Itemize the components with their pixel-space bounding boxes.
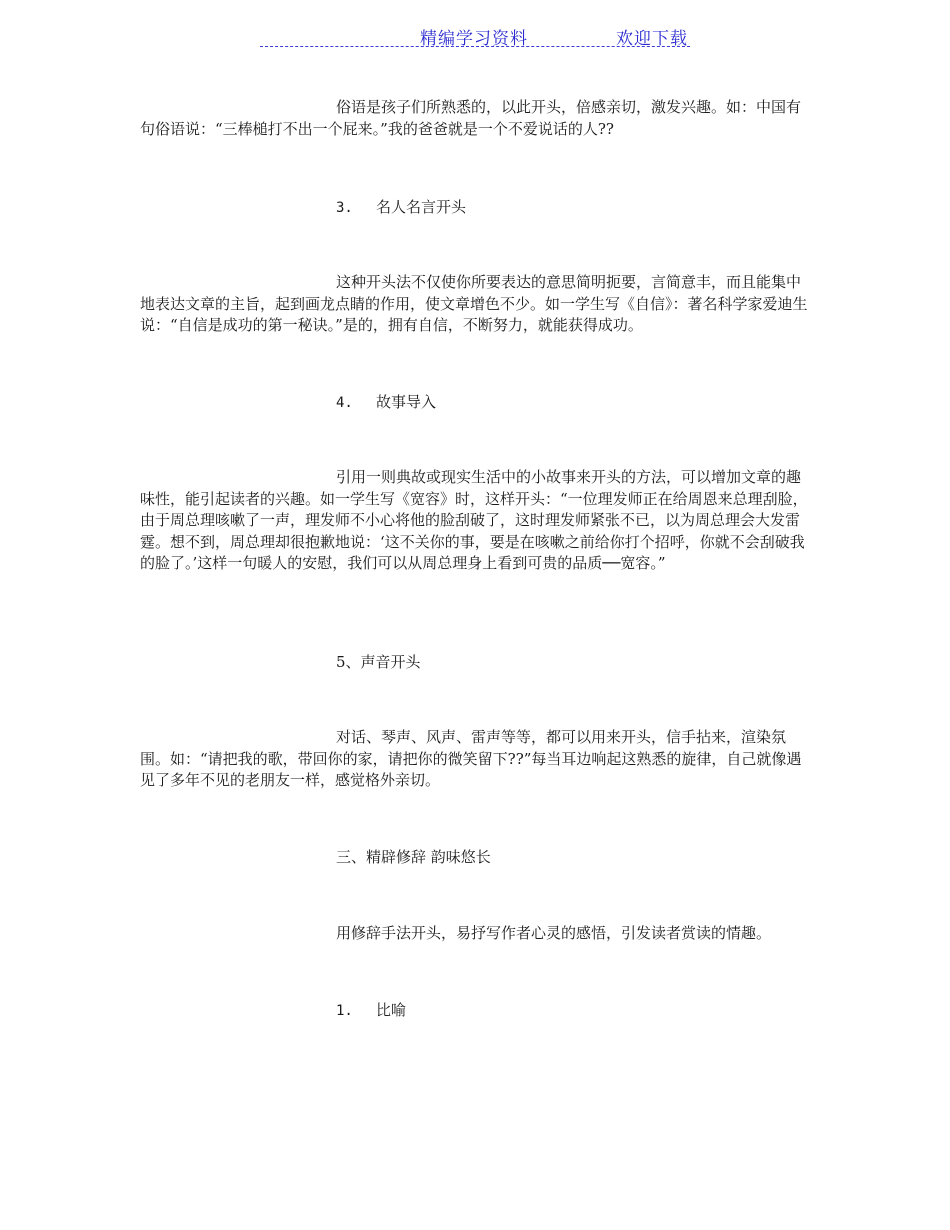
paragraph-story: [140, 467, 812, 575]
heading-metaphor: [336, 1000, 406, 1022]
header-download: 欢迎下载: [616, 29, 688, 49]
heading-text: 名人名言开头: [376, 198, 467, 216]
paragraph-rhetoric: 用修辞手法开头，易抒写作者心灵的感悟，引发读者赏读的情趣。: [336, 924, 772, 942]
page-header: [260, 22, 690, 47]
paragraph-story-text: 引用一则典故或现实生活中的小故事来开头的方法，可以增加文章的趣味性，能引起读者的兴趣。如一学生写《宽容》时，这样开头：“一位理发师正在给周恩来总理刮脸，由于周总理咳嗽了一声，理发师不小心将他的脸刮破了，这时理发师紧张不已，以为周总理会大发雷霆。想不到，周总理却很抱歉地说：‘这不关你的事，要是在咳嗽之前给你打个招呼，你就不会刮破我的脸了。’这样一句暖人的安慰，我们可以从周总理身上看到可贵的品质──宽容。”: [140, 468, 808, 572]
heading-text: 故事导入: [376, 393, 437, 411]
heading-sound: 5、声音开头: [336, 653, 421, 671]
heading-text: 比喻: [376, 1001, 407, 1019]
paragraph-sound-text: 对话、琴声、风声、雷声等等，都可以用来开头，信手拈来，渲染氛围。如：“请把我的歌，带回你的家，请把你的微笑留下??”每当耳边响起这熟悉的旋律，自己就像遇见了多年不见的老朋友一样，感觉格外亲切。: [140, 728, 802, 789]
paragraph-quote-text: 这种开头法不仅使你所要表达的意思简明扼要，言简意丰，而且能集中地表达文章的主旨，起到画龙点睛的作用，使文章增色不少。如一学生写《自信》：著名科学家爱迪生说：“自信是成功的第一秘诀。”是的，拥有自信，不断努力，就能获得成功。: [140, 273, 808, 334]
heading-story: [336, 392, 436, 414]
paragraph-sound: [140, 727, 812, 792]
section-heading-rhetoric: 三、精辟修辞 韵味悠长: [336, 848, 491, 866]
paragraph-proverb: [140, 97, 812, 140]
heading-number: 3.: [336, 200, 353, 216]
paragraph-proverb-text: 俗语是孩子们所熟悉的，以此开头，倍感亲切，激发兴趣。如：中国有句俗语说：“三棒槌打不出一个屁来。”我的爸爸就是一个不爱说话的人??: [140, 98, 802, 138]
header-title: 精编学习资料: [420, 29, 528, 49]
heading-famous-quote: [336, 197, 466, 219]
paragraph-quote: [140, 272, 812, 337]
heading-number: 4.: [336, 395, 353, 411]
heading-number: 1.: [336, 1003, 353, 1019]
